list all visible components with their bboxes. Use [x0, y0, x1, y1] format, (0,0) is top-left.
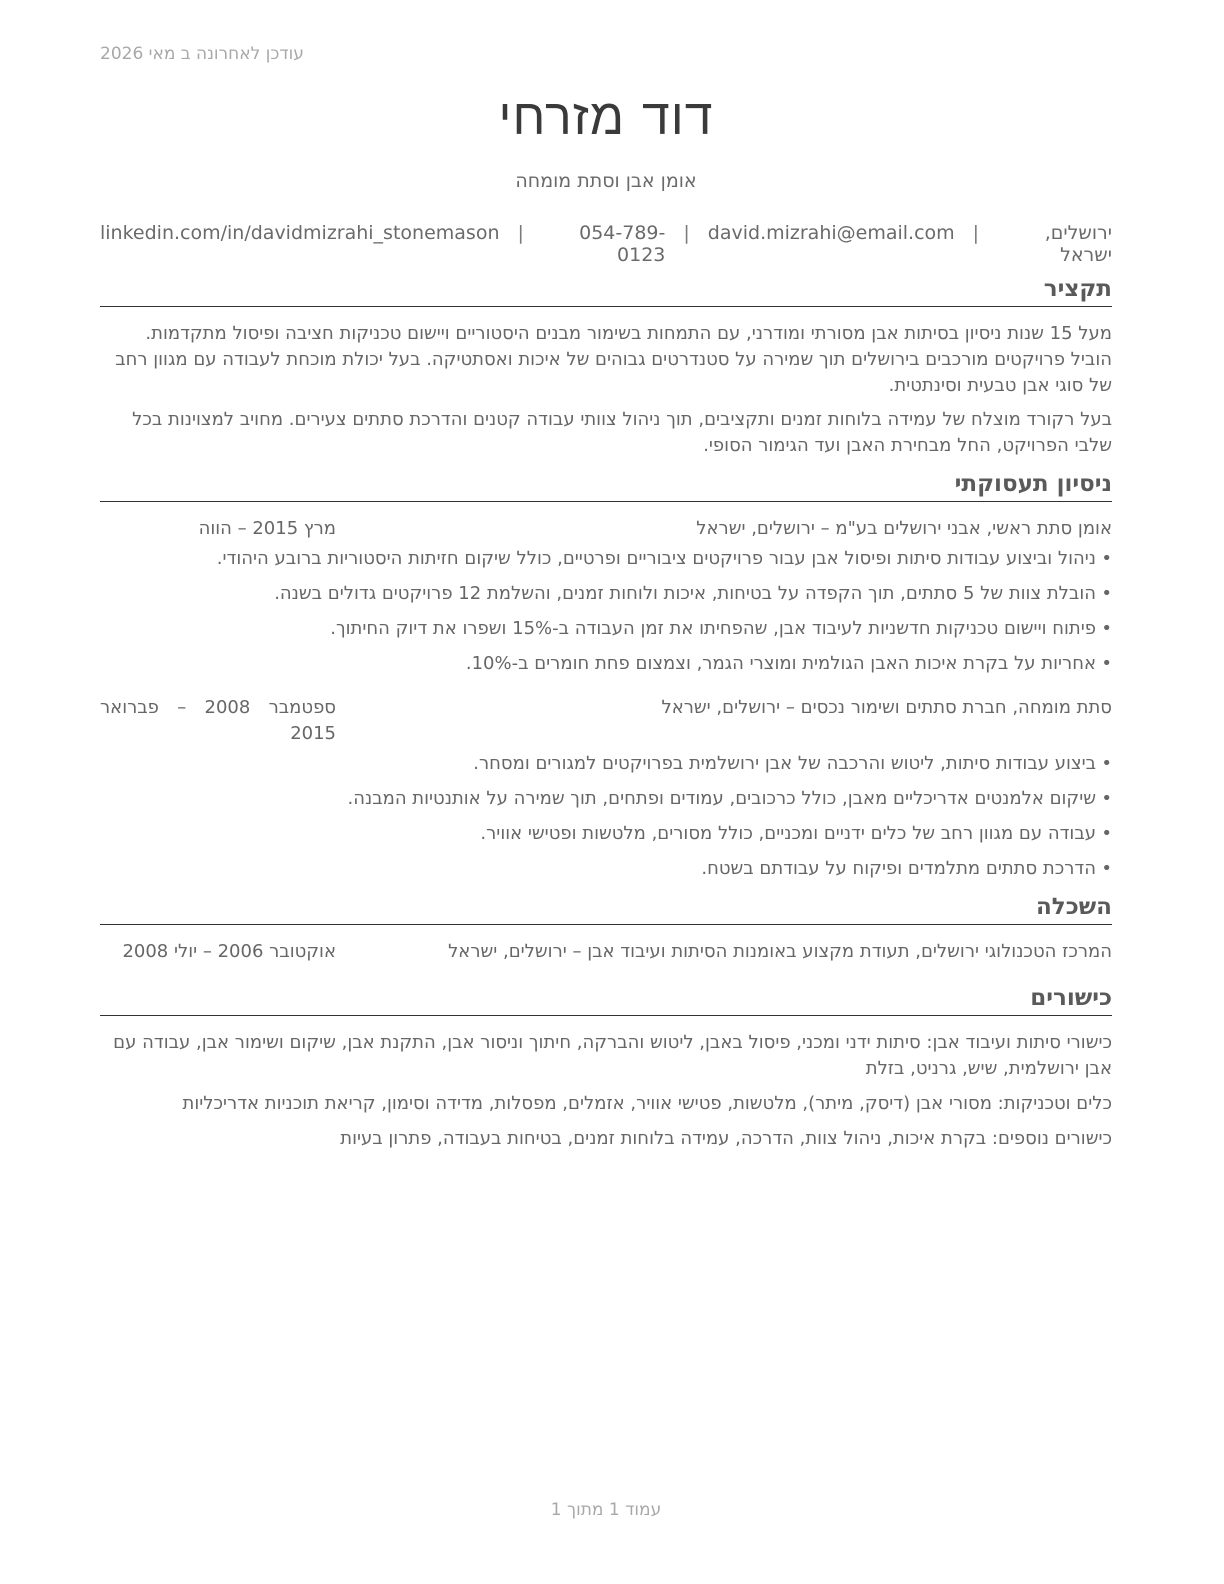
- job-bullets: [100, 546, 1112, 677]
- job-header: [100, 695, 1112, 747]
- contact-email[interactable]: david.mizrahi@email.com: [707, 222, 955, 244]
- job-bullet: [100, 751, 1112, 777]
- page-number: עמוד 1 מתוך 1: [550, 1500, 662, 1520]
- candidate-title: אומן אבן וסתת מומחה: [515, 170, 697, 192]
- resume-page: [100, 0, 1112, 1584]
- contact-separator: |: [683, 222, 690, 244]
- contact-location: ירושלים, ישראל: [1044, 222, 1112, 266]
- summary-section: [100, 274, 1112, 459]
- job-header: [100, 516, 1112, 542]
- bullet-dot-icon: •: [1101, 823, 1112, 844]
- education-section: [100, 892, 1112, 965]
- experience-heading: ניסיון תעסוקתי: [100, 469, 1112, 502]
- bullet-dot-icon: •: [1101, 618, 1112, 639]
- bullet-dot-icon: •: [1101, 858, 1112, 879]
- job-title: סתת מומחה, חברת סתתים ושימור נכסים – ירושלים, ישראל: [661, 697, 1112, 718]
- skills-line: כישורי סיתות ועיבוד אבן: סיתות ידני ומכני, פיסול באבן, ליטוש והברקה, חיתוך וניסור אבן, התקנת אבן, שיקום ושימור אבן, עבודה עם אבן ירושלמית, שיש, גרניט, בזלת: [113, 1032, 1112, 1079]
- job-bullet-text: עבודה עם מגוון רחב של כלים ידניים ומכניים, כולל מסורים, מלטשות ופטישי אוויר.: [480, 823, 1096, 844]
- summary-heading: תקציר: [100, 274, 1112, 307]
- skills-section: [100, 983, 1112, 1152]
- education-title: המרכז הטכנולוגי ירושלים, תעודת מקצוע באומנות הסיתות ועיבוד אבן – ירושלים, ישראל: [448, 941, 1112, 962]
- summary-paragraph: בעל רקורד מוצלח של עמידה בלוחות זמנים ותקציבים, תוך ניהול צוותי עבודה קטנים והדרכת סתתים צעירים. מחויב למצוינות בכל שלבי הפרויקט, החל מבחירת האבן ועד הגימור הסופי.: [132, 409, 1112, 456]
- contact-linkedin[interactable]: linkedin.com/in/davidmizrahi_stonemason: [100, 222, 500, 244]
- contact-phone[interactable]: 054-789-0123: [579, 222, 666, 266]
- candidate-name: דוד מזרחי: [498, 88, 714, 146]
- job-bullet: [100, 546, 1112, 572]
- job-bullet: [100, 651, 1112, 677]
- job-bullet-text: שיקום אלמנטים אדריכליים מאבן, כולל כרכובים, עמודים ופתחים, תוך שמירה על אותנטיות המבנה.: [347, 788, 1096, 809]
- job-bullet: [100, 786, 1112, 812]
- job-bullet-text: ביצוע עבודות סיתות, ליטוש והרכבה של אבן ירושלמית בפרויקטים למגורים ומסחר.: [473, 753, 1096, 774]
- bullet-dot-icon: •: [1101, 653, 1112, 674]
- job-bullet-text: הובלת צוות של 5 סתתים, תוך הקפדה על בטיחות, איכות ולוחות זמנים, והשלמת 12 פרויקטים גדולים בשנה.: [274, 583, 1096, 604]
- skills-line: כלים וטכניקות: מסורי אבן (דיסק, מיתר), מלטשות, פטישי אוויר, אזמלים, מפסלות, מדידה וסימון, קריאת תוכניות אדריכליות: [182, 1093, 1112, 1114]
- job-bullet-text: הדרכת סתתים מתלמדים ופיקוח על עבודתם בשטח.: [701, 858, 1096, 879]
- bullet-dot-icon: •: [1101, 548, 1112, 569]
- contact-separator: |: [972, 222, 980, 244]
- contact-separator: |: [517, 222, 524, 244]
- job-bullet-text: אחריות על בקרת איכות האבן הגולמית ומוצרי הגמר, וצמצום פחת חומרים ב-10%.: [465, 653, 1096, 674]
- job-bullet: [100, 616, 1112, 642]
- skills-line: כישורים נוספים: בקרת איכות, ניהול צוות, הדרכה, עמידה בלוחות זמנים, בטיחות בעבודה, פתרון בעיות: [340, 1128, 1112, 1149]
- job-bullets: [100, 751, 1112, 882]
- job-title: אומן סתת ראשי, אבני ירושלים בע"מ – ירושלים, ישראל: [696, 518, 1112, 539]
- summary-paragraph: מעל 15 שנות ניסיון בסיתות אבן מסורתי ומודרני, עם התמחות בשימור מבנים היסטוריים ויישום טכניקות חציבה ופיסול מתקדמות. הוביל פרויקטים מורכבים בירושלים תוך שמירה על סטנדרטים גבוהים של איכות ואסתטיקה. בעל יכולת מוכחת לעבודה עם מגוון רחב של סוגי אבן טבעית וסינתטית.: [115, 323, 1112, 396]
- job-bullet: [100, 581, 1112, 607]
- job-bullet: [100, 856, 1112, 882]
- job-entry: [100, 516, 1112, 677]
- education-dates: אוקטובר 2006 – יולי 2008: [122, 941, 336, 962]
- education-entry: [100, 939, 1112, 965]
- job-bullet-text: פיתוח ויישום טכניקות חדשניות לעיבוד אבן, שהפחיתו את זמן העבודה ב-15% ושפרו את דיוק החיתוך.: [330, 618, 1096, 639]
- job-bullet: [100, 821, 1112, 847]
- last-updated-note: עודכן לאחרונה ב מאי 2026: [100, 44, 304, 64]
- job-bullet-text: ניהול וביצוע עבודות סיתות ופיסול אבן עבור פרויקטים ציבוריים ופרטיים, כולל שיקום חזיתות היסטוריות ברובע היהודי.: [216, 548, 1096, 569]
- resume-content: [100, 274, 1112, 1161]
- contact-line: [100, 222, 1112, 266]
- education-heading: השכלה: [100, 892, 1112, 925]
- job-entry: [100, 695, 1112, 882]
- job-dates: מרץ 2015 – הווה: [198, 518, 336, 539]
- bullet-dot-icon: •: [1101, 788, 1112, 809]
- skills-heading: כישורים: [100, 983, 1112, 1016]
- experience-section: [100, 469, 1112, 882]
- bullet-dot-icon: •: [1101, 583, 1112, 604]
- job-dates: ספטמבר 2008 – פברואר 2015: [100, 697, 336, 744]
- bullet-dot-icon: •: [1101, 753, 1112, 774]
